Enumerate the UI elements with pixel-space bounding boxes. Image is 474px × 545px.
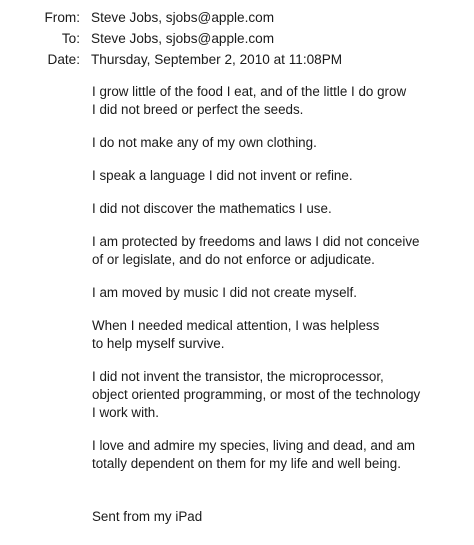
from-label: From:: [44, 10, 80, 25]
paragraph-line: I grow little of the food I eat, and of the little I do grow: [92, 84, 407, 99]
paragraph-line: I love and admire my species, living and dead, and am: [92, 438, 416, 453]
date-value: Thursday, September 2, 2010 at 11:08PM: [91, 52, 343, 67]
paragraph: [92, 134, 452, 152]
paragraph-line: I did not discover the mathematics I use.: [92, 201, 332, 216]
date-label: Date:: [47, 52, 80, 67]
date-row: [0, 49, 474, 70]
paragraph-line: I am moved by music I did not create myself.: [92, 285, 357, 300]
signature-line: Sent from my iPad: [92, 509, 203, 524]
paragraph-line: I do not make any of my own clothing.: [92, 135, 317, 150]
email-header: [0, 7, 474, 70]
paragraph-line: I am protected by freedoms and laws I did not conceive: [92, 234, 420, 249]
from-value: Steve Jobs, sjobs@apple.com: [91, 10, 275, 25]
paragraph: [92, 167, 452, 185]
paragraph-line: totally dependent on them for my life and well being.: [92, 456, 401, 471]
email-body: [92, 83, 452, 488]
paragraph: [92, 233, 452, 269]
paragraph: [92, 284, 452, 302]
paragraph-line: I did not breed or perfect the seeds.: [92, 102, 304, 117]
paragraph-line: I did not invent the transistor, the microprocessor,: [92, 369, 384, 384]
paragraph-line: When I needed medical attention, I was helpless: [92, 318, 380, 333]
paragraph: [92, 83, 452, 119]
paragraph: [92, 368, 452, 422]
paragraph: [92, 437, 452, 473]
paragraph-line: object oriented programming, or most of the technology: [92, 387, 421, 402]
to-label: To:: [61, 31, 80, 46]
paragraph: [92, 317, 452, 353]
to-row: [0, 28, 474, 49]
paragraph-line: to help myself survive.: [92, 336, 225, 351]
paragraph-line: I speak a language I did not invent or refine.: [92, 168, 353, 183]
paragraph-line: I work with.: [92, 405, 159, 420]
to-value: Steve Jobs, sjobs@apple.com: [91, 31, 275, 46]
from-row: [0, 7, 474, 28]
paragraph-line: of or legislate, and do not enforce or adjudicate.: [92, 252, 375, 267]
paragraph: [92, 200, 452, 218]
